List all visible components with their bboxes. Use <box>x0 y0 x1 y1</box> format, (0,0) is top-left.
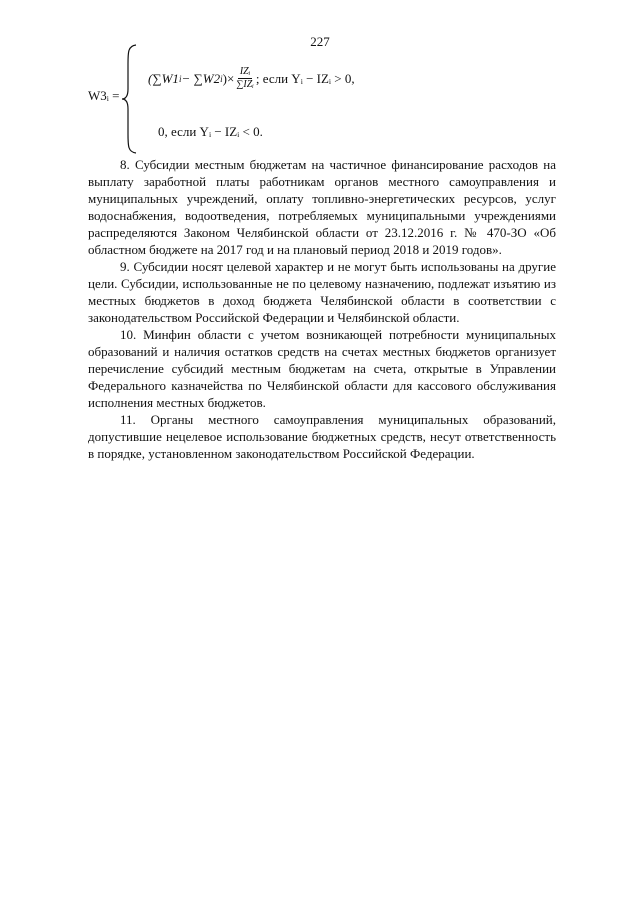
formula-fraction <box>236 66 254 91</box>
curly-brace-icon <box>120 44 140 154</box>
formula-condition-positive: ; если Yᵢ − IZᵢ > 0, <box>255 70 355 86</box>
formula-close: ) <box>222 70 227 86</box>
paragraph-8: 8. Субсидии местным бюджетам на частичное финансирование расходов на выплату заработной платы работникам органов местного самоуправления и муниципальных учреждений, оплату топливно-энергетических ресурсов, услуг водоснабжения, водоотведения, потребляемых муниципальными учреждениями распределяются Законом Челябинской области от 23.12.2016 г. № 470-ЗО «Об областном бюджете на 2017 год и на плановый период 2018 и 2019 годов». <box>88 157 556 257</box>
formula-sum-open: (∑W1 <box>148 70 179 86</box>
formula-lhs: W3ᵢ = <box>88 88 120 103</box>
formula-times: × <box>226 70 235 86</box>
formula-w3 <box>88 44 508 154</box>
fraction-numerator: IZᵢ <box>239 66 251 77</box>
formula-case-negative: 0, если Yᵢ − IZᵢ < 0. <box>158 124 263 139</box>
formula-case-positive <box>148 66 355 91</box>
document-body <box>88 156 556 462</box>
paragraph-9: 9. Субсидии носят целевой характер и не могут быть использованы на другие цели. Субсидии, использованные не по целевому назначению, подлежат изъятию из местных бюджетов в доход бюджета Челябинской области в соответствии с законодательством Российской Федерации и Челябинской области. <box>88 259 556 325</box>
paragraph-10: 10. Минфин области с учетом возникающей потребности муниципальных образований и наличия остатков средств на счетах местных бюджетов организует перечисление субсидий местным бюджетам на счета, открытые в Управлении Федерального казначейства по Челябинской области для кассового обслуживания исполнения местных бюджетов. <box>88 327 556 410</box>
formula-sum-minus: − ∑W2 <box>181 70 221 86</box>
formula-sub1: i <box>178 73 182 84</box>
paragraph-11: 11. Органы местного самоуправления муниципальных образований, допустившие нецелевое использование бюджетных средств, несут ответственность в порядке, установленном законодательством Российской Федерации. <box>88 412 556 461</box>
fraction-denominator: ∑IZᵢ <box>236 79 254 90</box>
page-number: 227 <box>310 34 330 49</box>
formula-sub2: i <box>220 73 223 84</box>
